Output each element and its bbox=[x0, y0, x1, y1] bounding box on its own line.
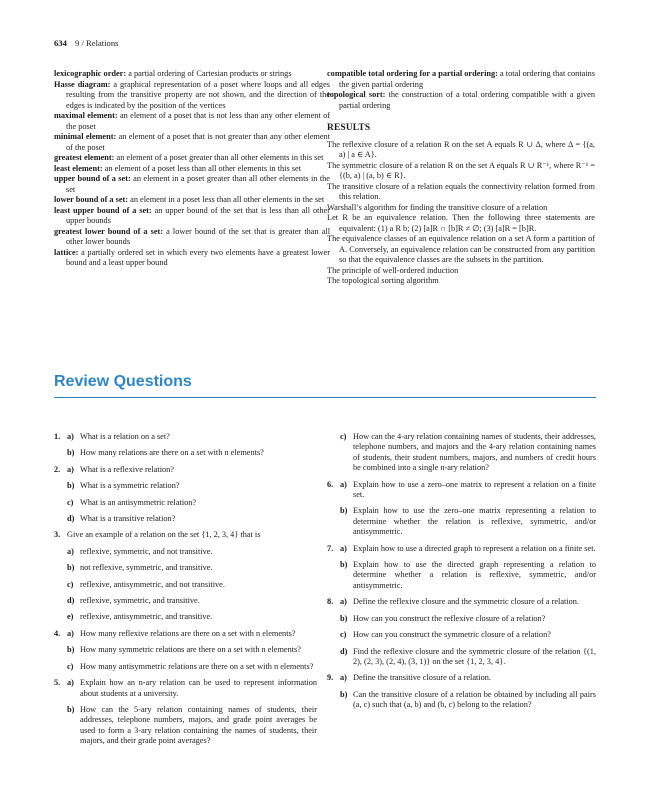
glossary-left-column bbox=[54, 69, 330, 269]
result-item: Warshall’s algorithm for finding the transitive closure of a relation bbox=[327, 202, 548, 212]
glossary-entry: lower bound of a set: an element in a poset less than all other elements in the set bbox=[54, 195, 325, 204]
running-head bbox=[54, 38, 119, 48]
question-item: a) reflexive, symmetric, and not transitive. bbox=[67, 546, 213, 556]
question-item: b) Explain how to use the directed graph representing a relation to determine whether a relation is reflexive, symmetric, and/or antisymmetric. bbox=[340, 560, 596, 590]
question-item: 3. Give an example of a relation on the set {1, 2, 3, 4} that is bbox=[54, 530, 261, 540]
question-item: 1. a) What is a relation on a set? bbox=[54, 432, 170, 441]
question-item: 9. a) Define the transitive closure of a relation. bbox=[327, 673, 491, 683]
glossary-entry: lattice: a partially ordered set in which every two elements have a greatest lower bound and a least upper bound bbox=[54, 247, 330, 267]
question-item: b) How many symmetric relations are there on a set with n elements? bbox=[67, 645, 301, 655]
question-item: b) not reflexive, symmetric, and transitive. bbox=[67, 563, 213, 573]
question-item: b) Can the transitive closure of a relation be obtained by including all pairs (a, c) such that (a, b) and (b, c) belong to the relation? bbox=[340, 689, 596, 710]
result-item: The symmetric closure of a relation R on the set A equals R ∪ R⁻¹, where R⁻¹ = {(b, a) | (a, b) ∈ R}. bbox=[327, 160, 595, 180]
result-item: The transitive closure of a relation equals the connectivity relation formed from this relation. bbox=[327, 181, 595, 201]
question-item: c) How can you construct the symmetric closure of a relation? bbox=[340, 630, 551, 640]
question-item: b) How can you construct the reflexive closure of a relation? bbox=[340, 613, 546, 623]
glossary-entry: minimal element: an element of a poset that is not greater than any other element of the poset bbox=[54, 132, 331, 152]
question-item: b) How can the 5-ary relation containing names of students, their addresses, telephone numbers, majors, and grade point averages be used to form a 3-ary relation containing the names of students, their majors, and their grade point averages? bbox=[67, 704, 317, 746]
glossary-right-column bbox=[327, 69, 595, 287]
glossary-entry: lexicographic order: a partial ordering of Cartesian products or strings bbox=[54, 69, 292, 78]
question-item: b) Explain how to use the zero–one matrix representing a relation to determine whether the relation is reflexive, symmetric, and/or antisymmetric. bbox=[340, 506, 596, 537]
glossary-entry: maximal element: an element of a poset that is not less than any other element of the poset bbox=[54, 111, 331, 131]
result-item: The equivalence classes of an equivalence relation on a set A form a partition of A. Conversely, an equivalence relation can be constructed from any partition so that the equivalence classes are the subsets in the partition. bbox=[327, 234, 595, 264]
review-questions-heading: Review Questions bbox=[54, 373, 192, 390]
review-questions-left bbox=[54, 432, 317, 753]
result-item: Let R be an equivalence relation. Then the following three statements are equivalent: (1) a R b; (2) [a]R ∩ [b]R ≠ ∅; (3) [a]R = [b]R. bbox=[327, 213, 595, 233]
review-questions-right bbox=[327, 432, 596, 717]
glossary-entry: upper bound of a set: an element in a poset greater than all other elements in the set bbox=[54, 174, 330, 194]
question-item: b) How many relations are there on a set with n elements? bbox=[67, 448, 264, 458]
question-item: b) What is a symmetric relation? bbox=[67, 481, 180, 491]
result-item: The topological sorting algorithm bbox=[327, 276, 439, 285]
question-item: 8. a) Define the reflexive closure and the symmetric closure of a relation. bbox=[327, 597, 579, 607]
glossary-entry: greatest element: an element of a poset greater than all other elements in this set bbox=[54, 153, 324, 162]
glossary-entry: compatible total ordering for a partial ordering: a total ordering that contains the given partial ordering bbox=[327, 69, 595, 89]
question-item: c) reflexive, antisymmetric, and not transitive. bbox=[67, 579, 225, 589]
page-number: 634 bbox=[54, 38, 67, 48]
result-item: The reflexive closure of a relation R on the set A equals R ∪ Δ, where Δ = {(a, a) | a ∈ A}. bbox=[327, 139, 595, 159]
question-item: d) Find the reflexive closure and the symmetric closure of the relation {(1, 2), (2, 3), (2, 4), (3, 1)} on the set {1, 2, 3, 4}. bbox=[340, 646, 596, 666]
question-item: c) What is an antisymmetric relation? bbox=[67, 497, 197, 507]
glossary-entry: Hasse diagram: a graphical representation of a poset where loops and all edges resulting from the transitive property are not shown, and the direction of the edges is indicated by the position of the vertices bbox=[54, 79, 330, 110]
question-item: 5. a) Explain how an n-ary relation can be used to represent information about students at a university. bbox=[54, 678, 317, 698]
glossary-entry: greatest lower bound of a set: a lower bound of the set that is greater than all other lower bounds bbox=[54, 226, 330, 246]
question-item: c) How can the 4-ary relation containing names of students, their addresses, telephone numbers, and majors and the 4-ary relation containing names of students, their student numbers, majors, and numbers of credit hours be combined into a single n-ary relation? bbox=[340, 432, 596, 473]
question-item: 2. a) What is a reflexive relation? bbox=[54, 464, 174, 474]
question-item: 7. a) Explain how to use a directed graph to represent a relation on a finite set. bbox=[327, 543, 596, 553]
question-item: d) What is a transitive relation? bbox=[67, 514, 176, 524]
glossary-entry: least upper bound of a set: an upper bound of the set that is less than all other upper bounds bbox=[54, 205, 331, 225]
question-item: 4. a) How many reflexive relations are there on a set with n elements? bbox=[54, 628, 296, 638]
glossary-entry: topological sort: the construction of a total ordering compatible with a given partial ordering bbox=[327, 90, 595, 110]
heading-divider bbox=[54, 397, 596, 398]
result-item: The principle of well-ordered induction bbox=[327, 265, 459, 275]
results-heading: RESULTS bbox=[327, 123, 371, 133]
question-item: 6. a) Explain how to use a zero–one matrix to represent a relation on a finite set. bbox=[327, 479, 596, 500]
question-item: d) reflexive, symmetric, and transitive. bbox=[67, 596, 200, 606]
question-item: c) How many antisymmetric relations are there on a set with n elements? bbox=[67, 661, 314, 671]
glossary-entry: least element: an element of a poset less than all other elements in this set bbox=[54, 163, 301, 173]
section-title: 9 / Relations bbox=[75, 38, 119, 48]
question-item: e) reflexive, antisymmetric, and transitive. bbox=[67, 612, 213, 622]
